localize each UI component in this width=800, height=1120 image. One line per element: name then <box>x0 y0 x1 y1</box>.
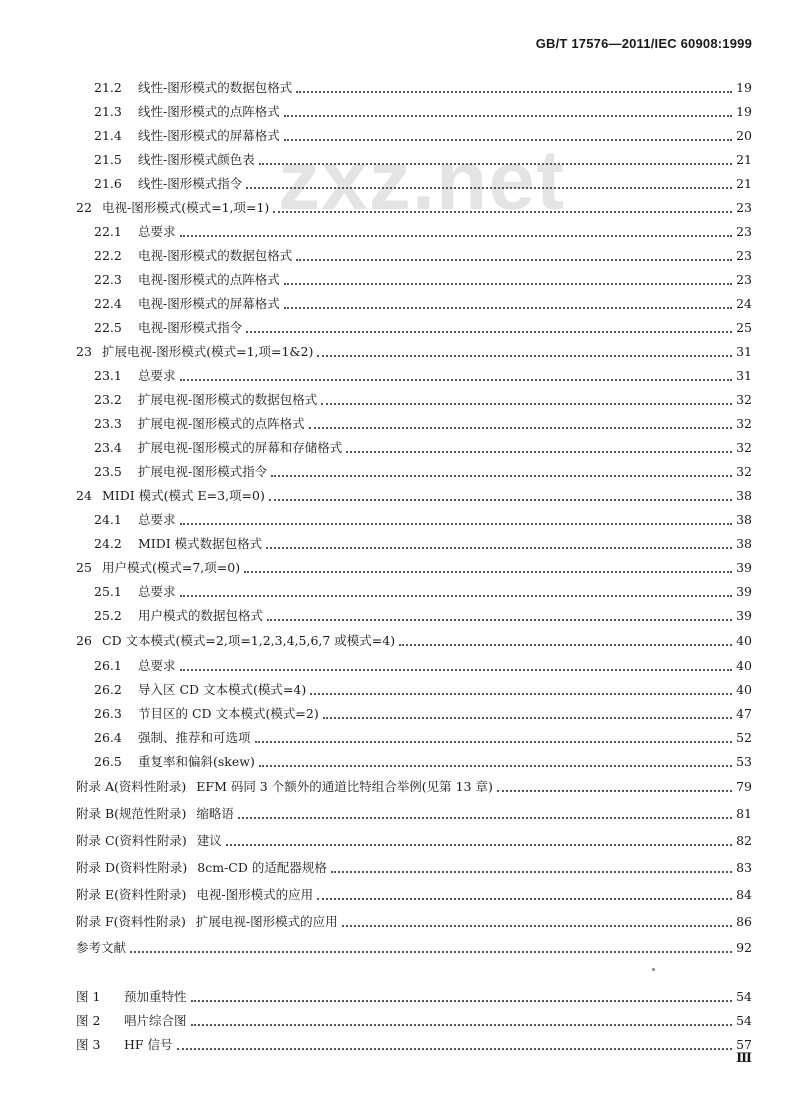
appendix-label: 附录 A(资料性附录) <box>76 779 187 794</box>
dot-leader <box>259 163 732 165</box>
toc-page: 39 <box>736 560 752 575</box>
toc-number: 21.2 <box>94 80 122 95</box>
toc-number: 22.2 <box>94 248 122 263</box>
toc-page: 20 <box>736 128 752 143</box>
toc-title: 电视-图形模式的屏幕格式 <box>138 296 280 311</box>
toc-title: 导入区 CD 文本模式(模式=4) <box>138 682 307 697</box>
toc-page: 82 <box>736 833 752 848</box>
figure-label: 图 3 <box>76 1037 101 1052</box>
dot-leader <box>226 844 732 846</box>
dot-leader <box>259 765 732 767</box>
toc-entry[interactable] <box>94 414 752 434</box>
dot-leader <box>273 211 732 213</box>
dot-leader <box>180 523 733 525</box>
dot-leader <box>130 951 732 953</box>
toc-number: 22.1 <box>94 224 122 239</box>
toc-page: 38 <box>736 488 752 503</box>
toc-title: 总要求 <box>138 584 176 599</box>
toc-title: MIDI 模式(模式 E=3,项=0) <box>102 488 265 503</box>
toc-page: 23 <box>736 200 752 215</box>
toc-title: 线性-图形模式颜色表 <box>138 152 255 167</box>
toc-entry[interactable] <box>94 174 752 194</box>
dot-leader <box>244 571 732 573</box>
toc-entry[interactable] <box>94 462 752 482</box>
dot-leader <box>180 379 733 381</box>
toc-figure-entry[interactable] <box>76 1035 752 1055</box>
figure-label: 图 1 <box>76 989 101 1004</box>
toc-entry[interactable] <box>94 728 752 748</box>
toc-title: 强制、推荐和可选项 <box>138 730 251 745</box>
toc-title: 线性-图形模式的点阵格式 <box>138 104 280 119</box>
dot-leader <box>284 139 732 141</box>
toc-title: MIDI 模式数据包格式 <box>138 536 263 551</box>
toc-page: 38 <box>736 536 752 551</box>
toc-entry[interactable] <box>94 150 752 170</box>
toc-appendix-entry[interactable] <box>76 885 752 905</box>
toc-title: 线性-图形模式指令 <box>138 176 243 191</box>
toc-entry[interactable] <box>94 366 752 386</box>
toc-number: 26.4 <box>94 730 122 745</box>
toc-title: 唱片综合图 <box>124 1013 187 1028</box>
toc-entry[interactable] <box>94 102 752 122</box>
toc-number: 26 <box>76 633 92 648</box>
dot-leader <box>309 427 732 429</box>
dot-leader <box>238 817 732 819</box>
toc-number: 24.2 <box>94 536 122 551</box>
toc-page: 23 <box>736 224 752 239</box>
toc-entry[interactable] <box>94 582 752 602</box>
document-header: GB/T 17576—2011/IEC 60908:1999 <box>535 36 752 51</box>
toc-entry[interactable] <box>94 752 752 772</box>
toc-title: 电视-图形模式的应用 <box>196 887 314 902</box>
toc-page: 47 <box>736 706 752 721</box>
dot-leader <box>191 1000 733 1002</box>
toc-page: 32 <box>736 464 752 479</box>
toc-title: 扩展电视-图形模式指令 <box>138 464 268 479</box>
dot-leader <box>180 595 733 597</box>
toc-number: 22.5 <box>94 320 122 335</box>
dot-leader <box>342 925 732 927</box>
toc-page: 92 <box>736 940 752 955</box>
toc-title: 扩展电视-图形模式的应用 <box>195 914 338 929</box>
toc-appendix-entry[interactable] <box>76 804 752 824</box>
toc-title: EFM 码同 3 个额外的通道比特组合举例(见第 13 章) <box>196 779 493 794</box>
appendix-label: 附录 C(资料性附录) <box>76 833 187 848</box>
toc-title: 电视-图形模式的数据包格式 <box>138 248 293 263</box>
toc-entry[interactable] <box>76 198 752 218</box>
toc-number: 26.1 <box>94 658 122 673</box>
toc-entry[interactable] <box>94 680 752 700</box>
toc-page: 19 <box>736 104 752 119</box>
toc-title: 扩展电视-图形模式的屏幕和存储格式 <box>138 440 343 455</box>
toc-references-entry[interactable] <box>76 938 752 958</box>
toc-page: 40 <box>736 658 752 673</box>
toc-page: 83 <box>736 860 752 875</box>
toc-number: 23.5 <box>94 464 122 479</box>
toc-number: 23.2 <box>94 392 122 407</box>
toc-page: 19 <box>736 80 752 95</box>
dot-leader <box>284 307 732 309</box>
dot-leader <box>269 499 732 501</box>
toc-number: 26.5 <box>94 754 122 769</box>
toc-title: 电视-图形模式的点阵格式 <box>138 272 280 287</box>
toc-page: 40 <box>736 682 752 697</box>
toc-entry[interactable] <box>94 126 752 146</box>
dot-leader <box>267 619 732 621</box>
toc-number: 21.5 <box>94 152 122 167</box>
appendix-label: 附录 B(规范性附录) <box>76 806 187 821</box>
toc-title: 电视-图形模式(模式=1,项=1) <box>102 200 270 215</box>
toc-entry[interactable] <box>94 294 752 314</box>
dot-leader <box>497 790 732 792</box>
toc-number: 23.1 <box>94 368 122 383</box>
dot-leader <box>310 693 732 695</box>
toc-page: 52 <box>736 730 752 745</box>
toc-appendix-entry[interactable] <box>76 831 752 851</box>
toc-title: 电视-图形模式指令 <box>138 320 243 335</box>
toc-page: 24 <box>736 296 752 311</box>
page-number: Ⅲ <box>736 1051 752 1066</box>
toc-title: 用户模式的数据包格式 <box>138 608 264 623</box>
dot-leader <box>180 669 733 671</box>
toc-title: 缩略语 <box>196 806 234 821</box>
toc-entry[interactable] <box>94 270 752 290</box>
toc-page: 81 <box>736 806 752 821</box>
toc-title: 总要求 <box>138 368 176 383</box>
toc-page: 31 <box>736 368 752 383</box>
toc-title: 用户模式(模式=7,项=0) <box>102 560 241 575</box>
toc-number: 26.2 <box>94 682 122 697</box>
toc-title: 重复率和偏斜(skew) <box>138 754 255 769</box>
toc-entry[interactable] <box>94 438 752 458</box>
figure-label: 图 2 <box>76 1013 101 1028</box>
toc-page: 39 <box>736 608 752 623</box>
toc-page: 53 <box>736 754 752 769</box>
toc-number: 25.1 <box>94 584 122 599</box>
toc-page: 54 <box>736 989 752 1004</box>
toc-number: 25 <box>76 560 92 575</box>
toc-title: 节目区的 CD 文本模式(模式=2) <box>138 706 319 721</box>
toc-appendix-entry[interactable] <box>76 777 752 797</box>
dot-leader <box>317 355 732 357</box>
toc-number: 23.4 <box>94 440 122 455</box>
toc-number: 23.3 <box>94 416 122 431</box>
dot-leader <box>284 283 732 285</box>
toc-entry[interactable] <box>76 631 752 651</box>
toc-entry[interactable] <box>94 606 752 626</box>
toc-title: 线性-图形模式的数据包格式 <box>138 80 293 95</box>
toc-page: 79 <box>736 779 752 794</box>
toc-page: 54 <box>736 1013 752 1028</box>
dot-leader <box>177 1048 733 1050</box>
toc-number: 21.6 <box>94 176 122 191</box>
toc-title: CD 文本模式(模式=2,项=1,2,3,4,5,6,7 或模式=4) <box>102 633 396 648</box>
toc-number: 26.3 <box>94 706 122 721</box>
toc-appendix-entry[interactable] <box>76 858 752 878</box>
appendix-label: 附录 D(资料性附录) <box>76 860 188 875</box>
toc-title: 建议 <box>196 833 222 848</box>
dot-leader <box>321 403 732 405</box>
toc-entry[interactable] <box>94 704 752 724</box>
toc-title: 扩展电视-图形模式(模式=1,项=1&2) <box>102 344 314 359</box>
toc-page: 57 <box>736 1037 752 1052</box>
toc-entry[interactable] <box>94 222 752 242</box>
dot-leader <box>284 115 732 117</box>
toc-page: 23 <box>736 248 752 263</box>
dot-leader <box>331 871 732 873</box>
toc-number: 24.1 <box>94 512 122 527</box>
dot-leader <box>296 259 732 261</box>
toc-page: 21 <box>736 176 752 191</box>
toc-page: 25 <box>736 320 752 335</box>
watermark: zxz.net <box>278 133 566 227</box>
toc-page: 84 <box>736 887 752 902</box>
toc-title: 总要求 <box>138 512 176 527</box>
toc-appendix-entry[interactable] <box>76 912 752 932</box>
toc-entry[interactable] <box>94 78 752 98</box>
toc-figure-entry[interactable] <box>76 1011 752 1031</box>
toc-entry[interactable] <box>94 510 752 530</box>
toc-number: 21.4 <box>94 128 122 143</box>
toc-title: 预加重特性 <box>124 989 187 1004</box>
toc-entry[interactable] <box>94 656 752 676</box>
dot-leader <box>246 331 732 333</box>
appendix-label: 附录 E(资料性附录) <box>76 887 187 902</box>
toc-page: 86 <box>736 914 752 929</box>
toc-title: 总要求 <box>138 224 176 239</box>
dot-leader <box>246 187 732 189</box>
toc-page: 40 <box>736 633 752 648</box>
toc-title: 总要求 <box>138 658 176 673</box>
dot-leader <box>266 547 732 549</box>
toc-title: 8cm-CD 的适配器规格 <box>197 860 327 875</box>
dot-leader <box>180 235 733 237</box>
toc-entry[interactable] <box>76 558 752 578</box>
toc-title: 线性-图形模式的屏幕格式 <box>138 128 280 143</box>
toc-page: 21 <box>736 152 752 167</box>
toc-number: 23 <box>76 344 92 359</box>
toc-entry[interactable] <box>76 486 752 506</box>
toc-title: 扩展电视-图形模式的数据包格式 <box>138 392 318 407</box>
dot-leader <box>346 451 732 453</box>
toc-entry[interactable] <box>94 390 752 410</box>
toc-page: 32 <box>736 392 752 407</box>
toc-page: 39 <box>736 584 752 599</box>
toc-number: 22.3 <box>94 272 122 287</box>
dot-leader <box>323 717 732 719</box>
toc-number: 22 <box>76 200 92 215</box>
appendix-label: 附录 F(资料性附录) <box>76 914 186 929</box>
toc-page: 38 <box>736 512 752 527</box>
dot-leader <box>296 91 732 93</box>
toc-number: 25.2 <box>94 608 122 623</box>
toc-page: 32 <box>736 416 752 431</box>
toc-number: 24 <box>76 488 92 503</box>
toc-entry[interactable] <box>94 534 752 554</box>
toc-page: 32 <box>736 440 752 455</box>
toc-entry[interactable] <box>76 342 752 362</box>
dot-leader <box>399 644 732 646</box>
toc-title: HF 信号 <box>124 1037 173 1052</box>
dot-leader <box>317 898 732 900</box>
toc-entry[interactable] <box>94 318 752 338</box>
toc-page: 23 <box>736 272 752 287</box>
dot-leader <box>271 475 732 477</box>
toc-page: 31 <box>736 344 752 359</box>
dot-leader <box>191 1024 733 1026</box>
toc-figure-entry[interactable] <box>76 987 752 1007</box>
toc-entry[interactable] <box>94 246 752 266</box>
toc-title: 参考文献 <box>76 940 127 955</box>
dot-leader <box>255 741 733 743</box>
toc-title: 扩展电视-图形模式的点阵格式 <box>138 416 305 431</box>
toc-number: 21.3 <box>94 104 122 119</box>
toc-number: 22.4 <box>94 296 122 311</box>
